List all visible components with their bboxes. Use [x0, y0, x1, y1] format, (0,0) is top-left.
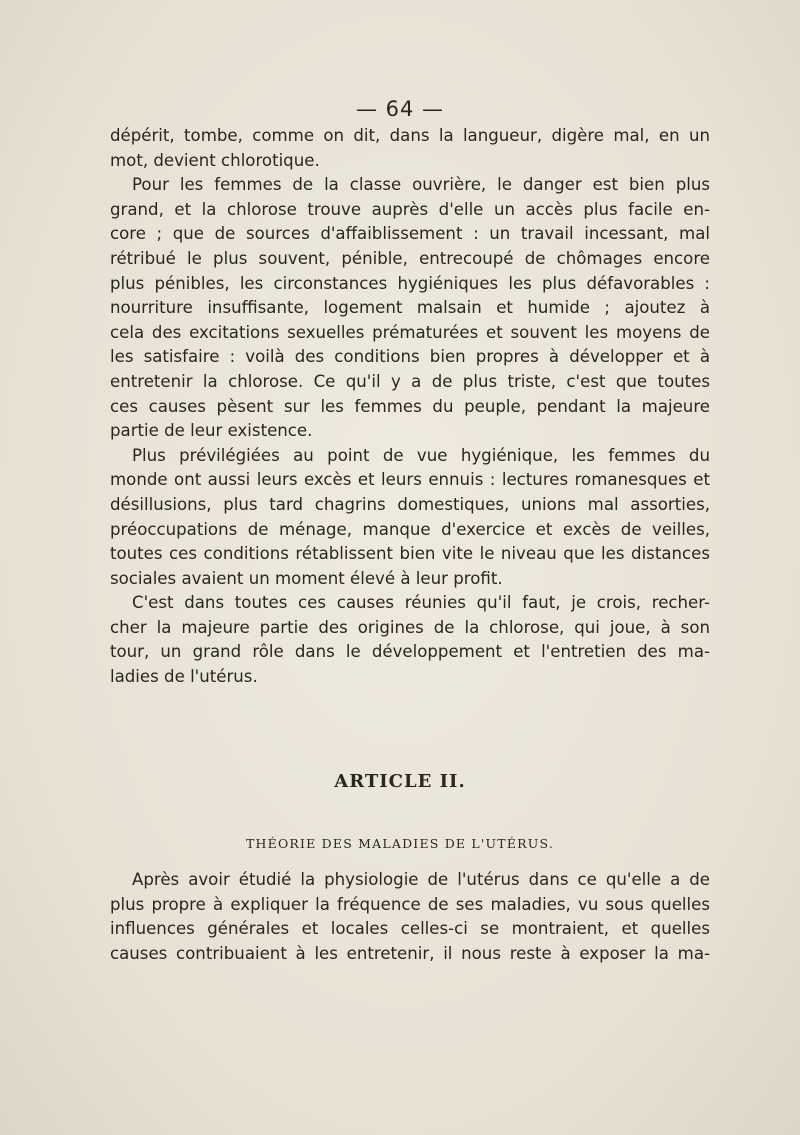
text-line: les satisfaire : voilà des conditions bien propres à développer et à — [110, 347, 710, 367]
text-line: plus pénibles, les circonstances hygiéniques les plus défavorables : — [110, 273, 710, 293]
text-line: plus propre à expliquer la fréquence de ses maladies, vu sous quelles — [110, 894, 710, 914]
text-line: ladies de l'utérus. — [110, 667, 258, 687]
article-title: ARTICLE II. — [334, 771, 466, 792]
text-line: désillusions, plus tard chagrins domestiques, unions mal assorties, — [110, 494, 710, 514]
text-line: monde ont aussi leurs excès et leurs ennuis : lectures romanesques et — [110, 470, 710, 490]
text-line: toutes ces conditions rétablissent bien vite le niveau que les distances — [110, 544, 710, 564]
text-line: sociales avaient un moment élevé à leur profit. — [110, 568, 503, 588]
text-line: ces causes pèsent sur les femmes du peuple, pendant la majeure — [110, 396, 710, 416]
text-line: partie de leur existence. — [110, 421, 313, 441]
text-line: nourriture insuffisante, logement malsain et humide ; ajoutez à — [110, 298, 710, 318]
text-line: Plus prévilégiées au point de vue hygiénique, les femmes du — [132, 445, 710, 465]
text-line: Pour les femmes de la classe ouvrière, le danger est bien plus — [132, 175, 710, 195]
text-line: mot, devient chlorotique. — [110, 150, 320, 170]
text-line: cher la majeure partie des origines de la chlorose, qui joue, à son — [110, 617, 710, 637]
page-number: — 64 — — [355, 97, 445, 121]
text-line: entretenir la chlorose. Ce qu'il y a de plus triste, c'est que toutes — [110, 371, 710, 391]
section-title: THÉORIE DES MALADIES DE L'UTÉRUS. — [245, 836, 554, 851]
text-line: préoccupations de ménage, manque d'exercice et excès de veilles, — [110, 519, 710, 539]
text-block-1 — [110, 124, 710, 690]
text-line: dépérit, tombe, comme on dit, dans la langueur, digère mal, en un — [110, 126, 710, 145]
text-line: C'est dans toutes ces causes réunies qu'il faut, je crois, recher- — [132, 593, 710, 613]
text-line: Après avoir étudié la physiologie de l'utérus dans ce qu'elle a de — [132, 870, 710, 889]
text-line: tour, un grand rôle dans le développement et l'entretien des ma- — [110, 642, 710, 662]
text-block-2 — [110, 868, 710, 966]
text-line: causes contribuaient à les entretenir, il nous reste à exposer la ma- — [110, 943, 710, 963]
text-line: cela des excitations sexuelles prématurées et souvent les moyens de — [110, 322, 710, 342]
text-line: rétribué le plus souvent, pénible, entrecoupé de chômages encore — [110, 248, 710, 268]
text-line: influences générales et locales celles-ci se montraient, et quelles — [110, 919, 710, 939]
text-line: grand, et la chlorose trouve auprès d'elle un accès plus facile en- — [110, 199, 710, 219]
text-line: core ; que de sources d'affaiblissement : un travail incessant, mal — [110, 224, 710, 244]
